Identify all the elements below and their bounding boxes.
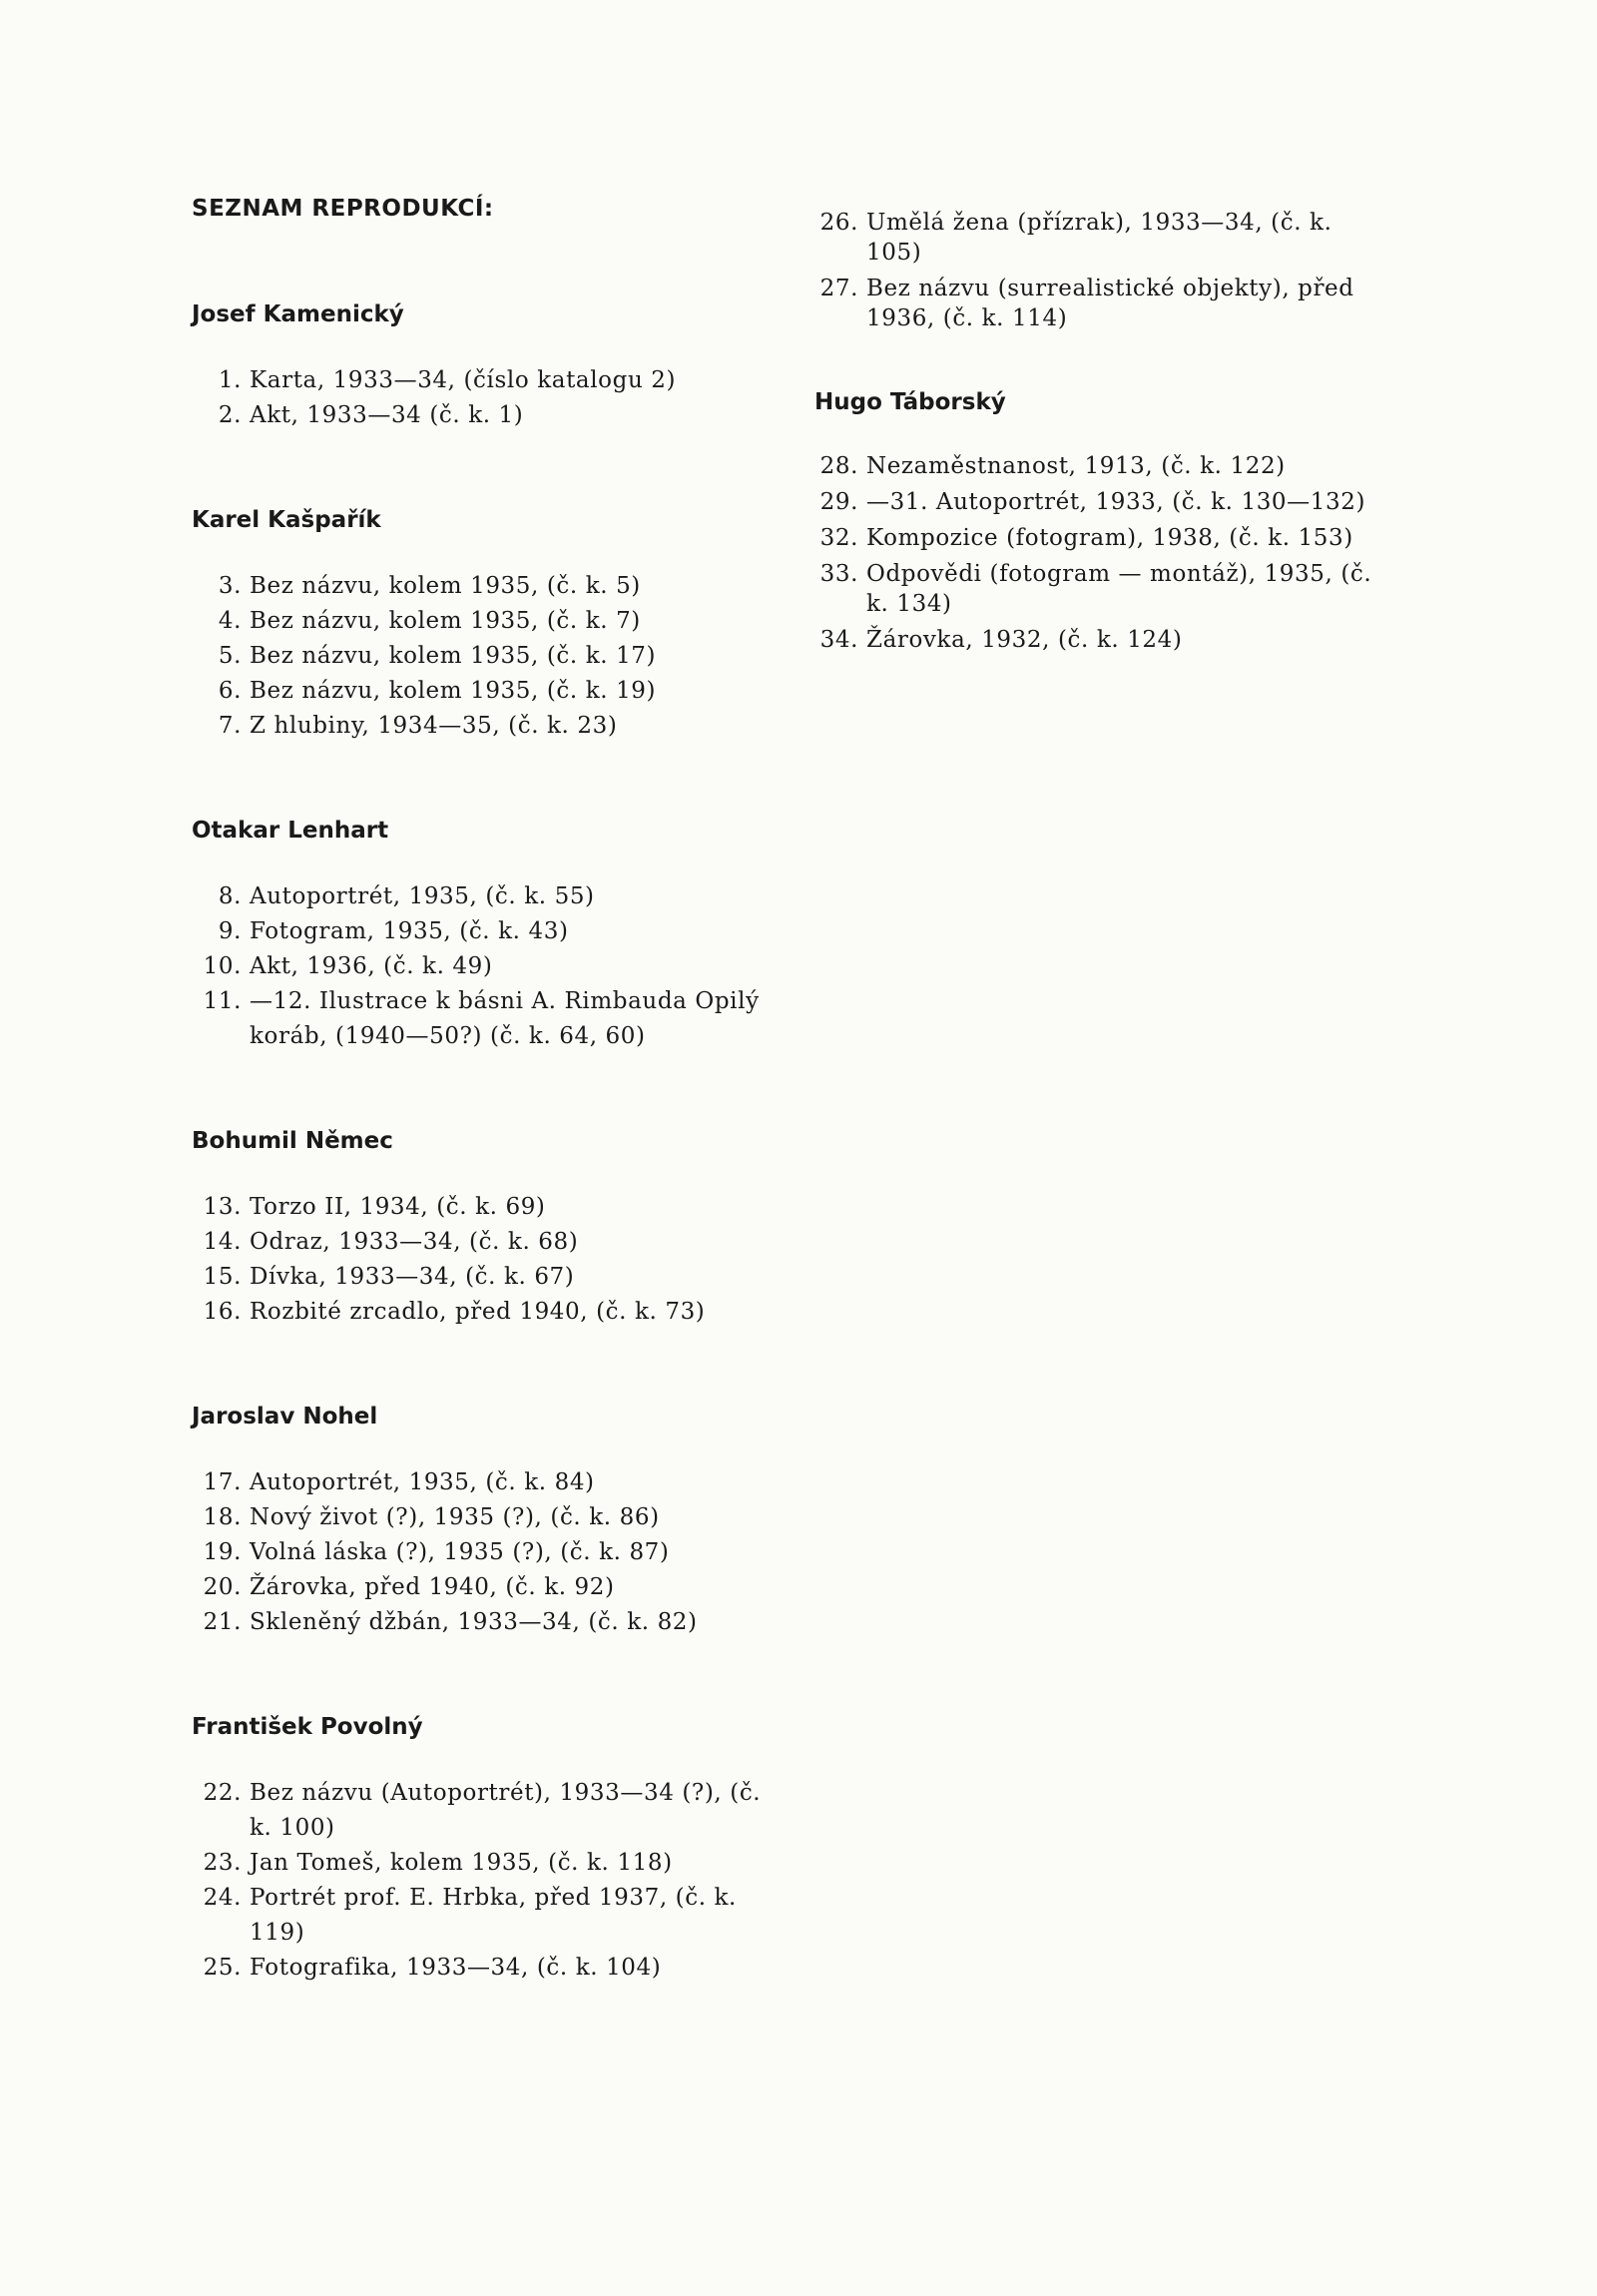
entry-text: Bez názvu (Autoportrét), 1933—34 (?), (č. k. 100) bbox=[250, 1780, 762, 1841]
entry-text: Kompozice (fotogram), 1938, (č. k. 153) bbox=[866, 525, 1353, 551]
entry-number: 15. bbox=[203, 1264, 242, 1290]
reproduction-entry bbox=[192, 1605, 791, 1640]
artist-section bbox=[814, 208, 1373, 333]
reproduction-entry bbox=[192, 1881, 791, 1951]
reproduction-entry bbox=[192, 398, 791, 433]
artist-section bbox=[192, 301, 791, 433]
reproduction-entry bbox=[192, 1951, 791, 1986]
reproduction-list bbox=[814, 208, 1373, 333]
entry-text: Umělá žena (přízrak), 1933—34, (č. k. 105) bbox=[866, 210, 1332, 266]
entry-text: Nový život (?), 1935 (?), (č. k. 86) bbox=[250, 1504, 660, 1530]
artist-heading: Otakar Lenhart bbox=[192, 818, 389, 844]
reproduction-list bbox=[192, 1465, 791, 1640]
reproduction-entry bbox=[192, 569, 791, 604]
entry-number: 28. bbox=[819, 453, 858, 479]
reproduction-entry bbox=[192, 1846, 791, 1881]
entry-number: 7. bbox=[218, 713, 242, 739]
entry-text: Bez názvu, kolem 1935, (č. k. 7) bbox=[250, 608, 641, 634]
reproduction-entry bbox=[192, 1465, 791, 1500]
artist-heading: Karel Kašpařík bbox=[192, 507, 381, 533]
entry-number: 6. bbox=[218, 678, 242, 704]
reproduction-entry bbox=[192, 914, 791, 949]
entry-text: —12. Ilustrace k básni A. Rimbauda Opilý koráb, (1940—50?) (č. k. 64, 60) bbox=[250, 988, 760, 1049]
reproduction-entry bbox=[814, 208, 1373, 268]
artist-section bbox=[814, 389, 1373, 655]
reproduction-list bbox=[192, 569, 791, 744]
reproduction-entry bbox=[814, 451, 1373, 481]
entry-text: Autoportrét, 1935, (č. k. 55) bbox=[250, 883, 595, 909]
reproduction-entry bbox=[192, 1776, 791, 1846]
entry-text: Akt, 1936, (č. k. 49) bbox=[250, 953, 493, 979]
reproduction-entry bbox=[192, 879, 791, 914]
reproduction-entry bbox=[192, 1535, 791, 1570]
artist-section bbox=[192, 818, 791, 1054]
entry-number: 23. bbox=[203, 1850, 242, 1876]
artist-heading: František Povolný bbox=[192, 1714, 423, 1740]
entry-text: Autoportrét, 1935, (č. k. 84) bbox=[250, 1469, 595, 1495]
reproduction-entry bbox=[192, 674, 791, 709]
reproduction-entry bbox=[814, 523, 1373, 553]
entry-number: 20. bbox=[203, 1574, 242, 1600]
entry-number: 18. bbox=[203, 1504, 242, 1530]
entry-text: Portrét prof. E. Hrbka, před 1937, (č. k. 119) bbox=[250, 1885, 737, 1946]
artist-heading: Josef Kamenický bbox=[192, 301, 404, 327]
entry-text: Jan Tomeš, kolem 1935, (č. k. 118) bbox=[250, 1850, 673, 1876]
entry-text: Nezaměstnanost, 1913, (č. k. 122) bbox=[866, 453, 1286, 479]
entry-text: Bez názvu (surrealistické objekty), před 1936, (č. k. 114) bbox=[866, 276, 1354, 331]
reproduction-entry bbox=[192, 1295, 791, 1330]
entry-text: —31. Autoportrét, 1933, (č. k. 130—132) bbox=[866, 489, 1366, 515]
artist-heading: Jaroslav Nohel bbox=[192, 1404, 378, 1430]
artist-section bbox=[192, 1404, 791, 1640]
artist-section bbox=[192, 1714, 791, 1986]
entry-number: 21. bbox=[203, 1609, 242, 1635]
entry-text: Fotogram, 1935, (č. k. 43) bbox=[250, 918, 569, 944]
entry-text: Odraz, 1933—34, (č. k. 68) bbox=[250, 1229, 579, 1255]
entry-text: Z hlubiny, 1934—35, (č. k. 23) bbox=[250, 713, 618, 739]
entry-number: 8. bbox=[218, 883, 242, 909]
right-column bbox=[814, 208, 1373, 711]
reproduction-list bbox=[192, 363, 791, 433]
entry-number: 25. bbox=[203, 1955, 242, 1981]
reproduction-entry bbox=[192, 639, 791, 674]
entry-text: Bez názvu, kolem 1935, (č. k. 5) bbox=[250, 573, 641, 599]
entry-number: 1. bbox=[218, 367, 242, 393]
entry-number: 33. bbox=[819, 561, 858, 587]
entry-number: 27. bbox=[819, 276, 858, 301]
reproduction-entry bbox=[814, 559, 1373, 619]
entry-text: Torzo II, 1934, (č. k. 69) bbox=[250, 1194, 546, 1220]
reproduction-entry bbox=[192, 984, 791, 1054]
entry-number: 34. bbox=[819, 627, 858, 653]
entry-text: Rozbité zrcadlo, před 1940, (č. k. 73) bbox=[250, 1299, 706, 1325]
reproduction-entry bbox=[192, 1500, 791, 1535]
entry-text: Dívka, 1933—34, (č. k. 67) bbox=[250, 1264, 575, 1290]
reproduction-entry bbox=[814, 487, 1373, 517]
reproduction-entry bbox=[192, 1570, 791, 1605]
reproduction-entry bbox=[814, 274, 1373, 333]
entry-number: 4. bbox=[218, 608, 242, 634]
entry-text: Žárovka, před 1940, (č. k. 92) bbox=[250, 1574, 615, 1600]
entry-text: Fotografika, 1933—34, (č. k. 104) bbox=[250, 1955, 662, 1981]
entry-number: 10. bbox=[203, 953, 242, 979]
page-title: SEZNAM REPRODUKCÍ: bbox=[192, 196, 494, 222]
entry-number: 17. bbox=[203, 1469, 242, 1495]
artist-section bbox=[192, 1128, 791, 1330]
artist-heading: Hugo Táborský bbox=[814, 389, 1006, 415]
entry-text: Bez názvu, kolem 1935, (č. k. 19) bbox=[250, 678, 657, 704]
entry-number: 2. bbox=[218, 402, 242, 428]
artist-heading: Bohumil Němec bbox=[192, 1128, 393, 1154]
entry-number: 24. bbox=[203, 1885, 242, 1911]
entry-number: 19. bbox=[203, 1539, 242, 1565]
entry-text: Akt, 1933—34 (č. k. 1) bbox=[250, 402, 524, 428]
artist-section bbox=[192, 507, 791, 744]
entry-number: 13. bbox=[203, 1194, 242, 1220]
entry-number: 22. bbox=[203, 1780, 242, 1806]
entry-number: 32. bbox=[819, 525, 858, 551]
reproduction-entry bbox=[192, 604, 791, 639]
entry-number: 16. bbox=[203, 1299, 242, 1325]
entry-text: Karta, 1933—34, (číslo katalogu 2) bbox=[250, 367, 677, 393]
entry-text: Žárovka, 1932, (č. k. 124) bbox=[866, 627, 1183, 653]
entry-number: 26. bbox=[819, 210, 858, 236]
reproduction-list bbox=[192, 879, 791, 1054]
reproduction-entry bbox=[814, 625, 1373, 655]
reproduction-list bbox=[192, 1776, 791, 1986]
reproduction-entry bbox=[192, 1190, 791, 1225]
left-sections bbox=[192, 301, 791, 1986]
reproduction-list bbox=[814, 451, 1373, 655]
entry-number: 5. bbox=[218, 643, 242, 669]
reproduction-entry bbox=[192, 363, 791, 398]
right-sections bbox=[814, 208, 1373, 655]
entry-text: Odpovědi (fotogram — montáž), 1935, (č. k. 134) bbox=[866, 561, 1372, 617]
left-column bbox=[192, 196, 791, 2059]
entry-number: 11. bbox=[203, 988, 242, 1014]
entry-number: 3. bbox=[218, 573, 242, 599]
reproduction-entry bbox=[192, 1225, 791, 1260]
entry-text: Volná láska (?), 1935 (?), (č. k. 87) bbox=[250, 1539, 670, 1565]
entry-number: 9. bbox=[218, 918, 242, 944]
entry-number: 29. bbox=[819, 489, 858, 515]
entry-number: 14. bbox=[203, 1229, 242, 1255]
entry-text: Skleněný džbán, 1933—34, (č. k. 82) bbox=[250, 1609, 698, 1635]
reproduction-list bbox=[192, 1190, 791, 1330]
reproduction-entry bbox=[192, 709, 791, 744]
entry-text: Bez názvu, kolem 1935, (č. k. 17) bbox=[250, 643, 657, 669]
reproduction-entry bbox=[192, 949, 791, 984]
reproduction-entry bbox=[192, 1260, 791, 1295]
